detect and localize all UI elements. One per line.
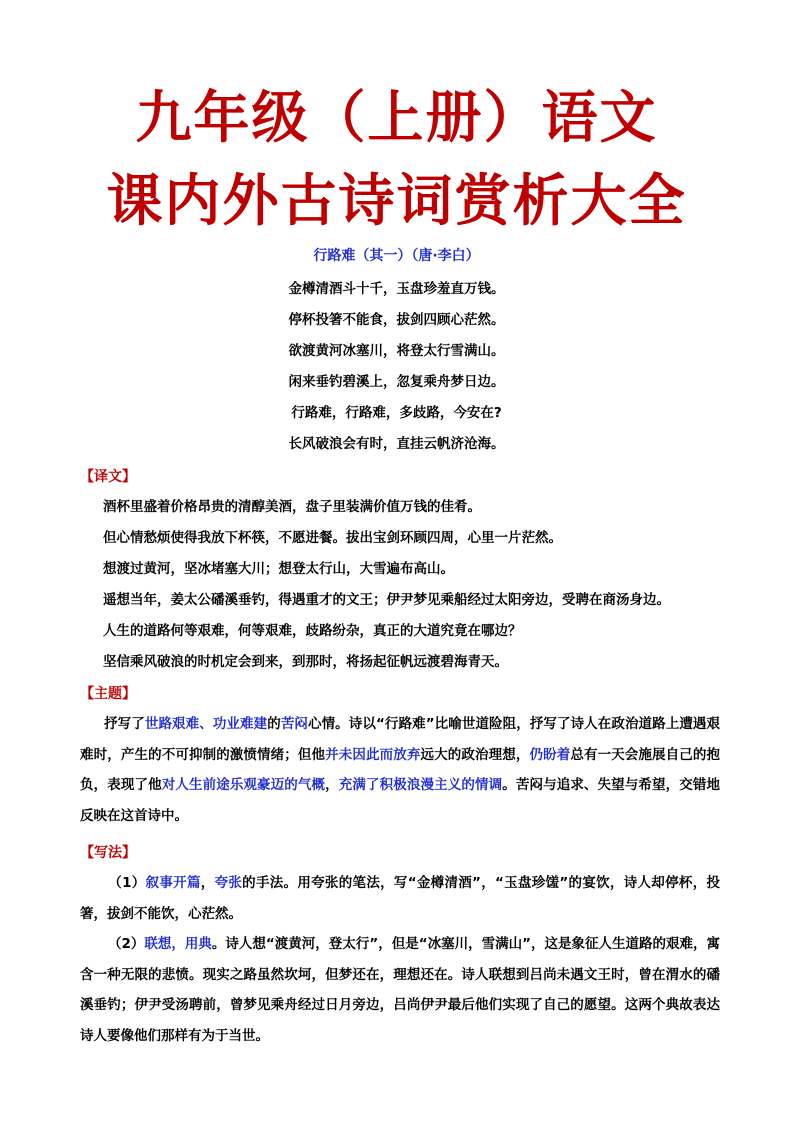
poem-line: 停杯投箸不能食，拔剑四顾心茫然。 — [288, 312, 505, 328]
translation-line: 但心情愁烦使得我放下杯筷，不愿进餐。拔出宝剑环顾四周，心里一片茫然。 — [103, 530, 562, 546]
translation-line: 人生的道路何等艰难，何等艰难，歧路纷杂，真正的大道究竟在哪边？ — [103, 623, 522, 639]
body-text: 的手法。用夸张的笔法，写“金樽清酒”，“玉盘珍馐”的宴饮，诗人却停杯，投箸，拔剑不能饮，心茫然。 — [80, 875, 720, 922]
translation-line: 遥想当年，姜太公磻溪垂钓，得遇重才的文王；伊尹梦见乘船经过太阳旁边，受聘在商汤身边。 — [103, 592, 670, 608]
body-text: 心情。诗以“行路难”比喻世道险阻，抒写了诗人在政治道路上遭遇艰难时，产生的不可抑制的激愤情绪；但他 — [80, 716, 721, 763]
highlight-text: 夸张 — [214, 875, 243, 891]
body-text: （1） — [108, 875, 146, 891]
translation-line: 酒杯里盛着价格昂贵的清醇美酒，盘子里装满价值万钱的佳肴。 — [103, 499, 481, 515]
poem-line: 行路难，行路难，多歧路，今安在? — [291, 405, 502, 421]
highlight-text: 充满了积极浪漫主义的情调 — [338, 777, 503, 793]
technique-paragraph-2 — [80, 929, 720, 1051]
body-text: 总有一天会施展自己的抱负，表现了他 — [80, 746, 721, 793]
highlight-text: 叙事开篇 — [145, 875, 201, 891]
body-text: 。诗人想“渡黄河，登太行”，但是“冰塞川，雪满山”，这是象征人生道路的艰难，寓含一种无限的悲愤。现实之路虽然坎坷，但梦还在，理想还在。诗人联想到吕尚未遇文王时，曾在渭水的磻溪垂钓；伊尹受汤聘前，曾梦见乘舟经过日月旁边，吕尚伊尹最后他们实现了自己的愿望。这两个典故表达诗人要像他们那样有为于当世。 — [80, 936, 720, 1044]
highlight-text: 并未因此而放弃 — [325, 746, 421, 763]
theme-paragraph — [80, 709, 720, 831]
highlight-text: 仍盼着 — [529, 746, 571, 763]
highlight-text: 苦闷 — [280, 716, 308, 732]
body-text: ， — [200, 875, 215, 891]
translation-line: 坚信乘风破浪的时机定会到来，到那时，将扬起征帆远渡碧海青天。 — [103, 654, 508, 670]
poem-line: 欲渡黄河冰塞川，将登太行雪满山。 — [288, 343, 505, 359]
body-text: 远大的政治理想， — [420, 746, 530, 763]
body-text: 的 — [267, 716, 281, 732]
main-title-line1: 九年级（上册）语文 — [135, 85, 658, 151]
translation-line: 想渡过黄河，坚冰堵塞大川；想登太行山，大雪遍布高山。 — [103, 561, 454, 577]
translation-heading: 【译文】 — [80, 469, 136, 485]
poem-line: 金樽清酒斗十千，玉盘珍羞直万钱。 — [288, 281, 505, 297]
highlight-text: 联想，用典 — [144, 936, 212, 952]
main-title-line2: 课内外古诗词赏析大全 — [106, 168, 687, 234]
body-text: （2） — [108, 936, 145, 952]
poem-line: 长风破浪会有时，直挂云帆济沧海。 — [288, 436, 505, 452]
body-text: 抒写了 — [104, 716, 145, 732]
poem-line: 闲来垂钓碧溪上，忽复乘舟梦日边。 — [288, 374, 505, 390]
highlight-text: 世路艰难、功业难建 — [144, 716, 268, 732]
theme-heading: 【主题】 — [80, 686, 136, 702]
technique-paragraph-1 — [80, 868, 720, 929]
technique-heading: 【写法】 — [80, 845, 136, 861]
body-text: ， — [325, 777, 339, 793]
poem-title: 行路难（其一）（唐·李白） — [313, 248, 480, 264]
highlight-text: 对人生前途乐观豪迈的气概 — [161, 777, 326, 793]
body-text: 。苦闷与追求、失望与希望，交错地反映在这首诗中。 — [80, 777, 721, 824]
